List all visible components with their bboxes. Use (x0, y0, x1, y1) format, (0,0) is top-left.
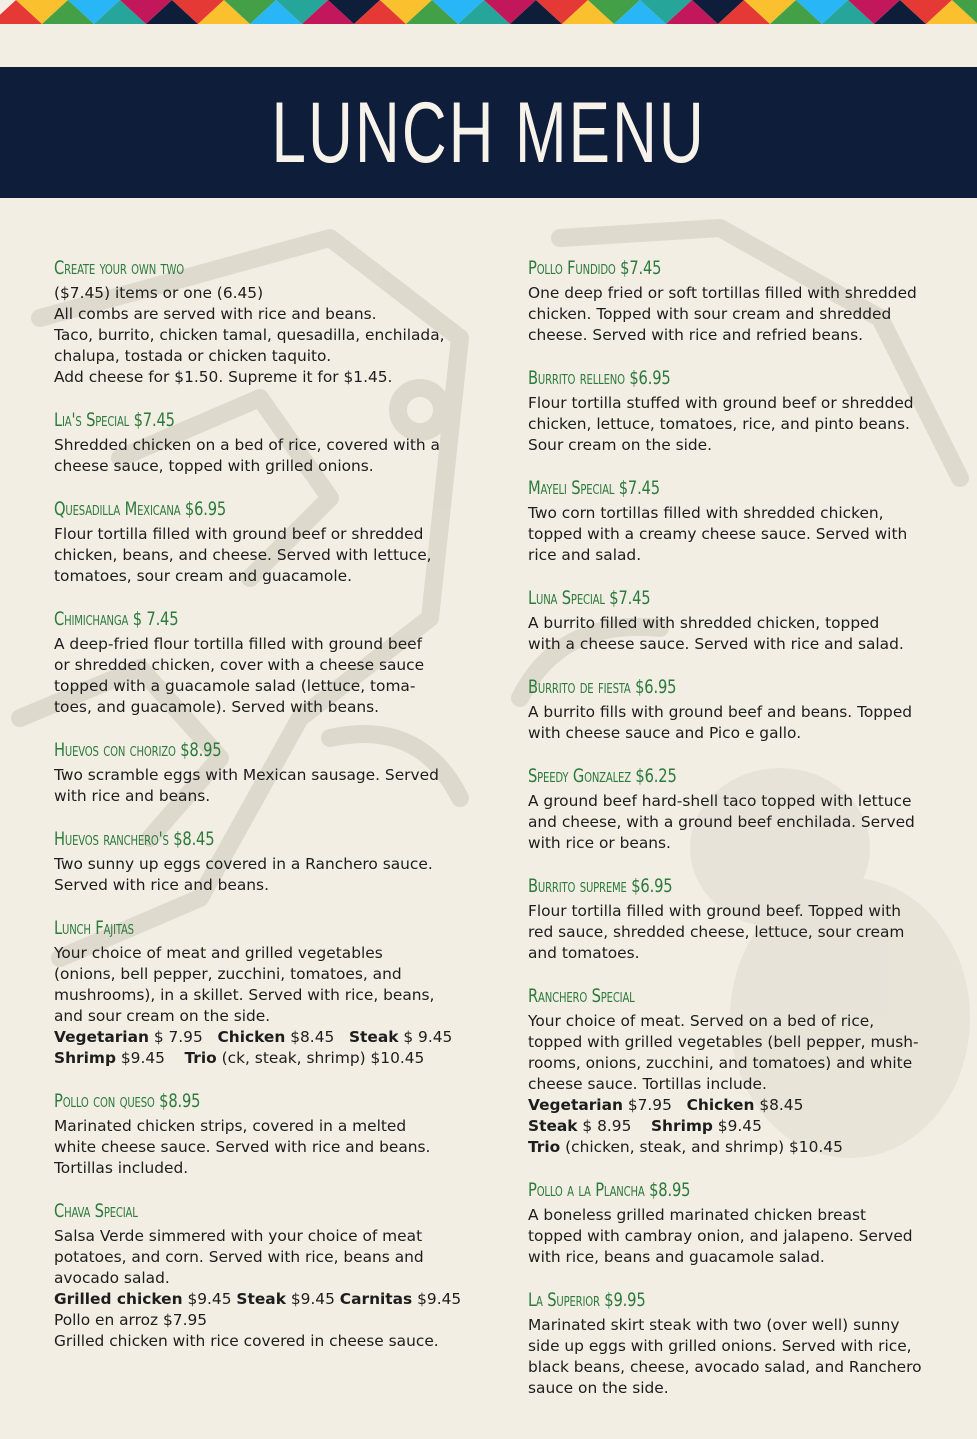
description-line: Taco, burrito, chicken tamal, quesadilla, enchilada, (54, 326, 445, 344)
menu-item (528, 366, 948, 456)
menu-item-description (528, 283, 948, 346)
price-option-label: Trio (184, 1049, 217, 1067)
price-option-label: Steak (348, 1028, 399, 1046)
description-line: Tortillas included. (54, 1159, 189, 1177)
description-line: Marinated skirt steak with two (over well) sunny (528, 1316, 900, 1334)
description-line: Your choice of meat. Served on a bed of rice, (528, 1012, 875, 1030)
description-line: and sour cream on the side. (54, 1007, 271, 1025)
description-line: with rice and beans. (54, 787, 211, 805)
menu-item-description (528, 503, 948, 566)
price-option-label: Grilled chicken (54, 1290, 183, 1308)
menu-item-name: Pollo a la Plancha $8.95 (528, 1179, 691, 1201)
description-line: sauce on the side. (528, 1379, 669, 1397)
menu-item-description (54, 283, 464, 388)
price-option-label: Vegetarian (54, 1028, 149, 1046)
description-line: chicken, beans, and cheese. Served with lettuce, (54, 546, 432, 564)
description-line: Served with rice and beans. (54, 876, 269, 894)
menu-item-description (54, 943, 464, 1069)
description-line: ($7.45) items or one (6.45) (54, 284, 264, 302)
description-line: A boneless grilled marinated chicken breast (528, 1206, 867, 1224)
description-line: with a cheese sauce. Served with rice and salad. (528, 635, 904, 653)
menu-item (528, 874, 948, 964)
menu-item-description (54, 765, 464, 807)
description-line: or shredded chicken, cover with a cheese sauce (54, 656, 425, 674)
menu-item (528, 764, 948, 854)
menu-item (528, 1178, 948, 1268)
menu-item (54, 1199, 464, 1352)
description-line: topped with a guacamole salad (lettuce, toma- (54, 677, 416, 695)
menu-item (54, 916, 464, 1069)
menu-item-description (54, 1116, 464, 1179)
menu-item (54, 497, 464, 587)
price-option-value: $9.45 (115, 1049, 185, 1067)
menu-item-description (54, 524, 464, 587)
menu-item-description (54, 854, 464, 896)
price-option-value: $9.45 (182, 1290, 237, 1308)
menu-item-name: Burrito relleno $6.95 (528, 367, 671, 389)
description-line: A burrito filled with shredded chicken, topped (528, 614, 880, 632)
description-line: mushrooms), in a skillet. Served with rice, beans, (54, 986, 435, 1004)
zigzag-border (0, 0, 977, 24)
description-line: Two scramble eggs with Mexican sausage. Served (54, 766, 439, 784)
description-line: black beans, cheese, avocado salad, and Ranchero (528, 1358, 922, 1376)
menu-item-name: La Superior $9.95 (528, 1289, 646, 1311)
menu-item-name: Lunch Fajitas (54, 917, 134, 939)
description-line: and tomatoes. (528, 944, 640, 962)
price-option-value: (ck, steak, shrimp) $10.45 (216, 1049, 425, 1067)
description-line: toes, and guacamole). Served with beans. (54, 698, 380, 716)
menu-item-description (528, 702, 948, 744)
price-option-value: $ 7.95 (148, 1028, 218, 1046)
price-option-label: Shrimp (54, 1049, 116, 1067)
menu-item (54, 408, 464, 477)
right-menu-column (528, 256, 948, 1419)
menu-item-name: Create your own two (54, 257, 185, 279)
description-line: Flour tortilla filled with ground beef. Topped with (528, 902, 902, 920)
description-line: Two corn tortillas filled with shredded chicken, (528, 504, 884, 522)
description-line: side up eggs with grilled onions. Served with rice, (528, 1337, 912, 1355)
description-line: All combs are served with rice and beans. (54, 305, 377, 323)
menu-item-name: Quesadilla Mexicana $6.95 (54, 498, 227, 520)
price-option-label: Steak (528, 1117, 578, 1135)
description-line: cheese sauce. Tortillas include. (528, 1075, 767, 1093)
description-line: Add cheese for $1.50. Supreme it for $1.45. (54, 368, 393, 386)
price-option-value: $8.45 (754, 1096, 804, 1114)
price-option-value: (chicken, steak, and shrimp) $10.45 (560, 1138, 843, 1156)
description-line: topped with a creamy cheese sauce. Served with (528, 525, 908, 543)
description-line: A deep-fried flour tortilla filled with ground beef (54, 635, 423, 653)
description-line: tomatoes, sour cream and guacamole. (54, 567, 352, 585)
description-line: (onions, bell pepper, zucchini, tomatoes, and (54, 965, 402, 983)
menu-item-description (528, 901, 948, 964)
menu-item-description (528, 1205, 948, 1268)
description-line: Shredded chicken on a bed of rice, covered with a (54, 436, 440, 454)
menu-item-description (54, 1226, 464, 1310)
description-line: Flour tortilla filled with ground beef or shredded (54, 525, 424, 543)
price-option-label: Chicken (686, 1096, 755, 1114)
description-line: A ground beef hard-shell taco topped with lettuce (528, 792, 912, 810)
description-line: Flour tortilla stuffed with ground beef or shredded (528, 394, 914, 412)
price-option-value: $ 9.45 (398, 1028, 453, 1046)
description-line: One deep fried or soft tortillas filled with shredded (528, 284, 917, 302)
menu-item (54, 607, 464, 718)
description-line: rooms, onions, zucchini, and tomatoes) and white (528, 1054, 913, 1072)
description-line: potatoes, and corn. Served with rice, beans and (54, 1248, 424, 1266)
description-line: avocado salad. (54, 1269, 170, 1287)
menu-item (54, 738, 464, 807)
description-line: chalupa, tostada or chicken taquito. (54, 347, 332, 365)
price-option-value: $9.45 (412, 1290, 462, 1308)
menu-item-description (54, 634, 464, 718)
description-line: topped with grilled vegetables (bell pepper, mush- (528, 1033, 919, 1051)
menu-item-name: Huevos ranchero's $8.45 (54, 828, 215, 850)
description-line: cheese. Served with rice and refried beans. (528, 326, 863, 344)
menu-item (528, 476, 948, 566)
description-line: and cheese, with a ground beef enchilada. Served (528, 813, 915, 831)
menu-item (54, 256, 464, 388)
menu-item-extra (54, 1310, 464, 1352)
menu-item-name: Chava Special (54, 1200, 138, 1222)
description-line: rice and salad. (528, 546, 642, 564)
menu-item-name: Chimichanga $ 7.45 (54, 608, 179, 630)
menu-item-name: Pollo Fundido $7.45 (528, 257, 662, 279)
description-line: chicken, lettuce, tomatoes, rice, and pinto beans. (528, 415, 910, 433)
description-line: Marinated chicken strips, covered in a melted (54, 1117, 407, 1135)
menu-item (54, 1089, 464, 1179)
extra-line: Pollo en arroz $7.95 (54, 1311, 208, 1329)
left-menu-column (54, 256, 464, 1372)
menu-item-name: Ranchero Special (528, 985, 635, 1007)
menu-item-description (528, 1315, 948, 1399)
menu-item-name: Luna Special $7.45 (528, 587, 651, 609)
description-line: Your choice of meat and grilled vegetables (54, 944, 383, 962)
price-option-label: Carnitas (339, 1290, 413, 1308)
description-line: Two sunny up eggs covered in a Ranchero sauce. (54, 855, 433, 873)
description-line: red sauce, shredded cheese, lettuce, sour cream (528, 923, 905, 941)
menu-item-name: Mayeli Special $7.45 (528, 477, 660, 499)
extra-line: Grilled chicken with rice covered in cheese sauce. (54, 1332, 439, 1350)
price-option-label: Shrimp (650, 1117, 713, 1135)
description-line: cheese sauce, topped with grilled onions. (54, 457, 374, 475)
price-option-value: $9.45 (285, 1290, 340, 1308)
menu-item-name: Huevos con chorizo $8.95 (54, 739, 222, 761)
menu-item-name: Lia's Special $7.45 (54, 409, 175, 431)
price-option-label: Vegetarian (528, 1096, 623, 1114)
description-line: white cheese sauce. Served with rice and beans. (54, 1138, 431, 1156)
description-line: with cheese sauce and Pico e gallo. (528, 724, 802, 742)
price-option-label: Steak (236, 1290, 286, 1308)
price-option-label: Chicken (217, 1028, 286, 1046)
menu-item-name: Burrito supreme $6.95 (528, 875, 673, 897)
menu-item-name: Burrito de fiesta $6.95 (528, 676, 677, 698)
description-line: chicken. Topped with sour cream and shredded (528, 305, 892, 323)
menu-item-name: Speedy Gonzalez $6.25 (528, 765, 677, 787)
description-line: topped with cambray onion, and jalapeno. Served (528, 1227, 913, 1245)
description-line: Sour cream on the side. (528, 436, 713, 454)
menu-item-name: Pollo con queso $8.95 (54, 1090, 201, 1112)
price-option-value: $ 8.95 (577, 1117, 651, 1135)
menu-banner (0, 67, 977, 198)
menu-item-description (528, 393, 948, 456)
price-option-value: $8.45 (285, 1028, 349, 1046)
menu-item (528, 1288, 948, 1399)
menu-item (528, 675, 948, 744)
menu-item (54, 827, 464, 896)
menu-item (528, 984, 948, 1158)
menu-title: LUNCH MENU (271, 84, 706, 181)
price-option-value: $9.45 (712, 1117, 762, 1135)
price-option-label: Trio (528, 1138, 561, 1156)
menu-item (528, 586, 948, 655)
menu-item-description (528, 1011, 948, 1158)
menu-item-description (528, 613, 948, 655)
menu-item (528, 256, 948, 346)
description-line: with rice or beans. (528, 834, 671, 852)
menu-item-description (54, 435, 464, 477)
description-line: with rice, beans and guacamole salad. (528, 1248, 825, 1266)
menu-item-description (528, 791, 948, 854)
description-line: Salsa Verde simmered with your choice of meat (54, 1227, 423, 1245)
price-option-value: $7.95 (622, 1096, 687, 1114)
description-line: A burrito fills with ground beef and beans. Topped (528, 703, 913, 721)
